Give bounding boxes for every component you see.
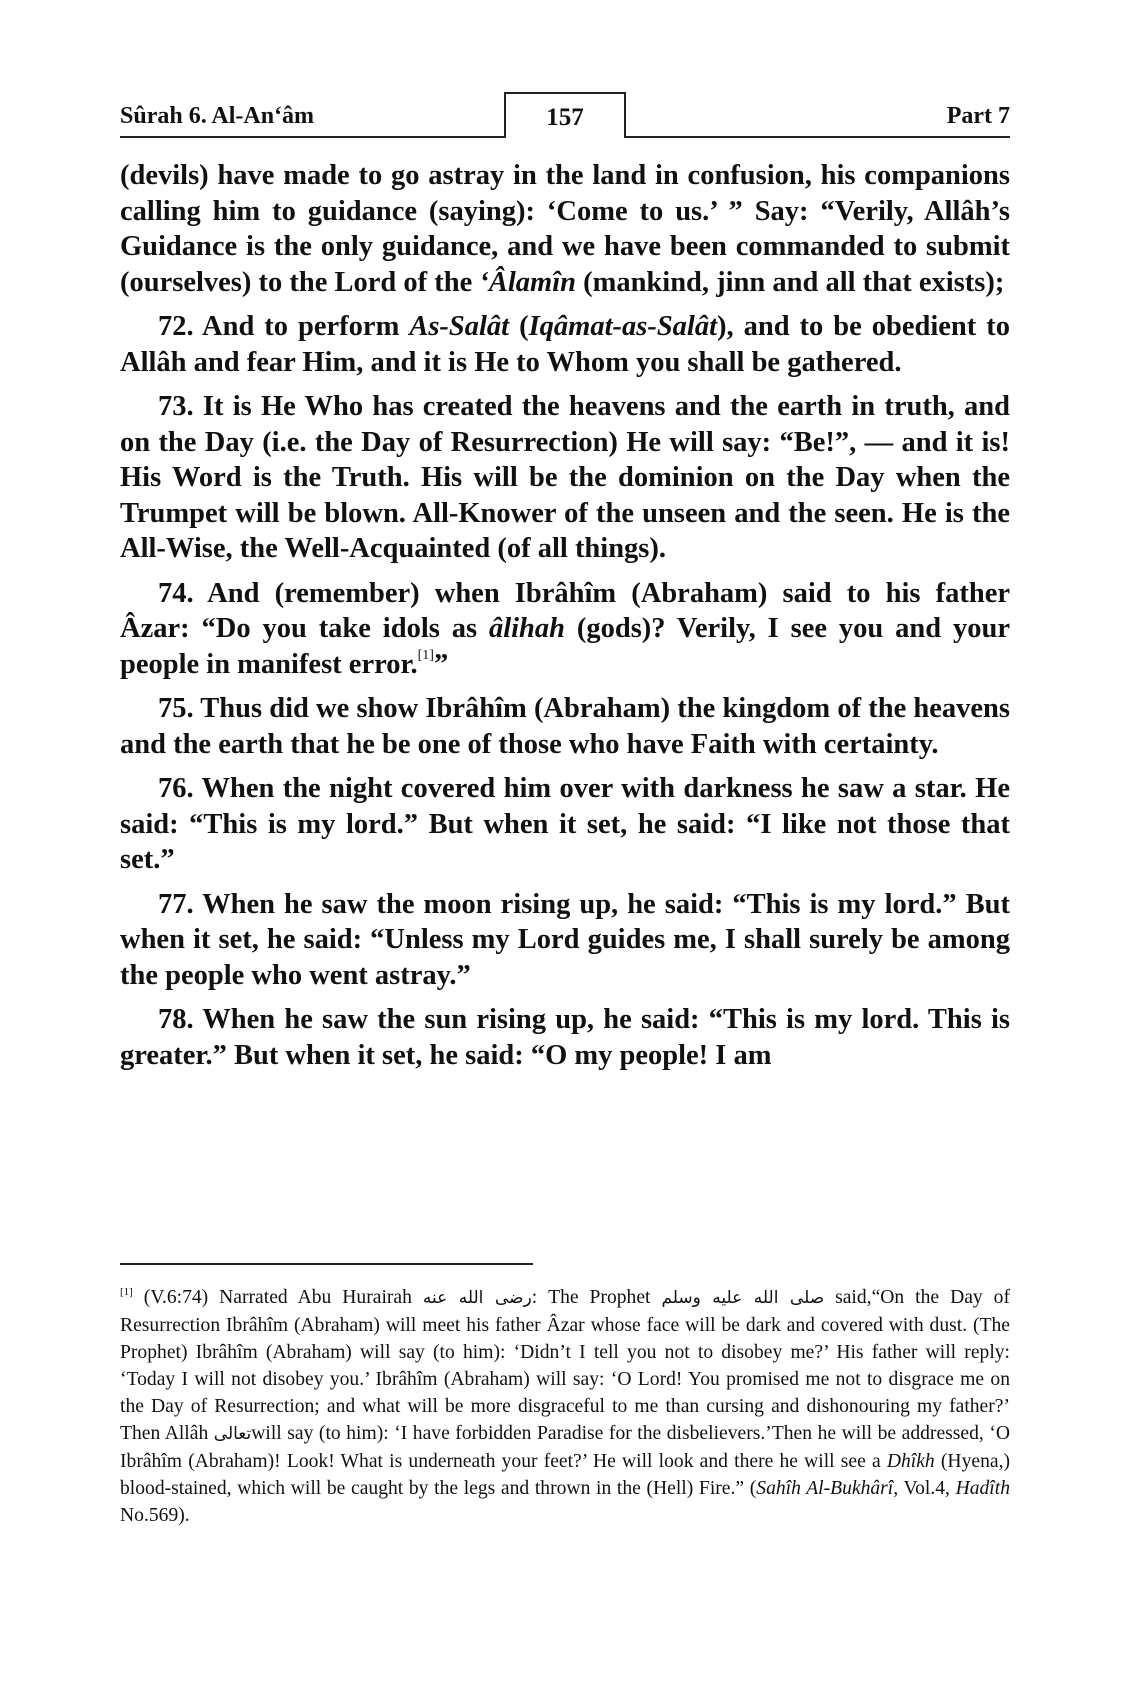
dhikh-term: Dhîkh (886, 1451, 935, 1472)
source-title: Sahîh Al-Bukhârî, (756, 1478, 899, 1499)
footnote-part-a: (V.6:74) Narrated Abu Hurairah (132, 1287, 423, 1308)
footnote-part-c: said,“On the Day of Resurrection Ibrâhîm (Abraham) will meet his father Âzar whose face will be dark and covered with dust. (The Prophet) Ibrâhîm (Abraham) will say (to him): ‘Didn’t I tell you not to disobey me?’ His father will reply: ‘Today I will not disobey you.’ Ibrâhîm (Abraham) will say: ‘O Lord! You promised me not to disgrace me on the Day of Resurrection; and what will be more disgraceful to me than cursing and dishonouring my father?’ Then Allâh (120, 1287, 1011, 1444)
alamin-term: ‘Âlamîn (479, 266, 576, 298)
verse-72-part-b: ( (509, 311, 529, 342)
footnote-number: [1] (120, 1286, 133, 1298)
continuation-text: (devils) have made to go astray in the land in confusion, his companions calling him to guidance (saying): ‘Come to us.’ ” Say: “Verily, Allâh’s Guidance is the only guidance, and we have been commanded to submit (ourselves) to the Lord of the (120, 160, 1010, 298)
verse-73: 73. It is He Who has created the heavens and the earth in truth, and on the Day (i.e. the Day of Resurrection) He will say: “Be!”, — and it is! His Word is the Truth. His will be the dominion on the Day when the Trumpet will be blown. All-Knower of the unseen and the seen. He is the All-Wise, the Well-Acquainted (of all things). (120, 391, 1010, 564)
continuation-paragraph (120, 158, 1010, 300)
footnote (120, 1284, 1010, 1529)
iqamat-term: Iqâmat-as-Salât (528, 311, 718, 342)
footnote-marker[interactable]: [1] (417, 647, 434, 663)
verse-72 (120, 309, 1010, 380)
alihah-term: âlihah (488, 613, 565, 644)
footnote-rule (120, 1263, 533, 1265)
verse-72-part-a: 72. And to perform (158, 311, 410, 342)
page-number: 157 (504, 92, 626, 138)
continuation-end: (mankind, jinn and all that exists); (575, 266, 1005, 298)
verse-74-part-c: ” (433, 648, 449, 680)
verse-74-part-a: 74. And (remember) when Ibrâhîm (Abraham) said to his father Âzar: “Do you take idols as (120, 577, 1010, 644)
part-label: Part 7 (946, 103, 1010, 129)
as-salat-term: As-Salât (409, 311, 510, 342)
verse-78: 78. When he saw the sun rising up, he said: “This is my lord. This is greater.” But when it set, he said: “O my people! I am (120, 1004, 1010, 1071)
footnote-part-e: (Hyena,) blood-stained, which will be caught by the legs and thrown in the (Hell) Fire.” ( (120, 1451, 1010, 1499)
verse-76: 76. When the night covered him over with darkness he saw a star. He said: “This is my lord.” But when it set, he said: “I like not those that set.” (120, 773, 1010, 875)
footnote-paragraph (120, 1284, 1010, 1529)
footnote-part-g: No.569). (120, 1505, 190, 1526)
verse-75: 75. Thus did we show Ibrâhîm (Abraham) the kingdom of the heavens and the earth that he be one of those who have Faith with certainty. (120, 693, 1010, 760)
hadith-term: Hadîth (955, 1478, 1010, 1499)
surah-title: Sûrah 6. Al-An‘âm (120, 103, 315, 129)
page-header (120, 92, 1010, 138)
footnote-part-f: Vol.4, (898, 1478, 956, 1499)
arabic-honorific-3: تعالى (213, 1424, 252, 1444)
arabic-honorific-1: رضى الله عنه (422, 1288, 532, 1308)
verse-72-part-c: ), and to be obedient to Allâh and fear Him, and it is He to Whom you shall be gathered. (120, 311, 1011, 378)
footnote-part-b: : The Prophet (531, 1287, 662, 1308)
verse-74-part-b: (gods)? Verily, I see you and your people in manifest error. (120, 613, 1010, 680)
main-text (120, 158, 1010, 1082)
verse-77: 77. When he saw the moon rising up, he said: “This is my lord.” But when it set, he said: “Unless my Lord guides me, I shall surely be among the people who went astray.” (120, 888, 1010, 991)
footnote-part-d: will say (to him): ‘I have forbidden Paradise for the disbelievers.’Then he will be addressed, ‘O Ibrâhîm (Abraham)! Look! What is underneath your feet?’ He will look and there he will see a (120, 1423, 1010, 1472)
verse-74 (120, 576, 1010, 683)
arabic-honorific-2: صلى الله عليه وسلم (661, 1288, 825, 1308)
